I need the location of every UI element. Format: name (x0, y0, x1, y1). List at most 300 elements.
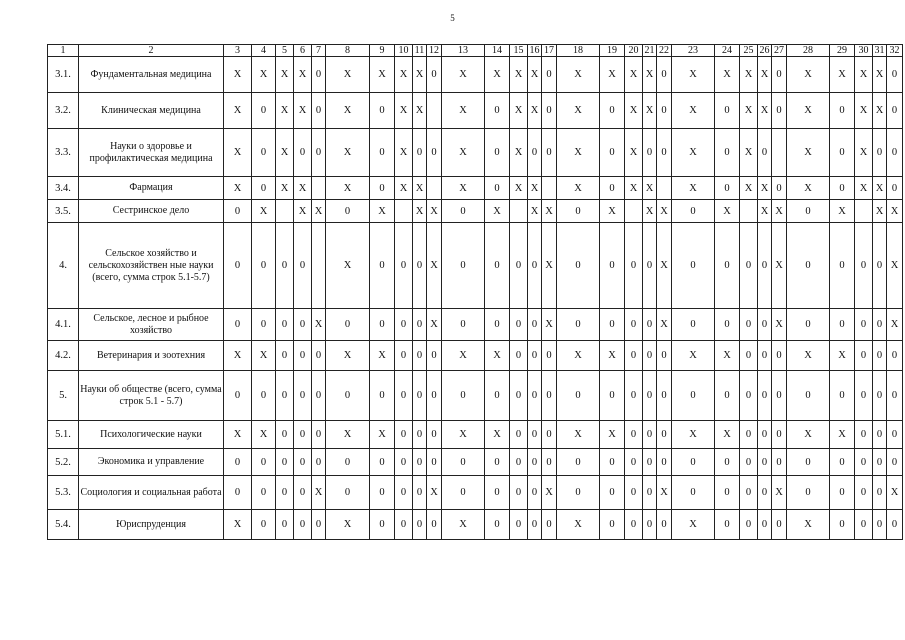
row-number: 5. (48, 371, 79, 421)
table-cell: 0 (625, 421, 643, 449)
table-cell: 0 (855, 309, 873, 341)
table-cell (740, 200, 758, 223)
table-cell (510, 200, 528, 223)
table-cell: 0 (276, 309, 294, 341)
table-cell: X (855, 57, 873, 93)
table-cell: X (294, 93, 312, 129)
table-cell: 0 (370, 449, 395, 476)
table-cell: X (442, 421, 485, 449)
table-cell: X (276, 177, 294, 200)
table-cell: 0 (643, 421, 657, 449)
table-cell: 0 (758, 510, 772, 540)
table-cell: X (855, 177, 873, 200)
table-cell: 0 (758, 341, 772, 371)
column-header: 20 (625, 45, 643, 57)
table-cell: X (715, 200, 740, 223)
row-number: 3.5. (48, 200, 79, 223)
table-cell: 0 (510, 223, 528, 309)
table-cell: X (772, 200, 787, 223)
table-cell: X (557, 129, 600, 177)
table-cell: 0 (873, 309, 887, 341)
table-cell: 0 (510, 449, 528, 476)
table-cell: 0 (276, 421, 294, 449)
row-name: Фундаментальная медицина (79, 57, 224, 93)
column-header: 1 (48, 45, 79, 57)
page-number: 5 (450, 13, 455, 23)
table-cell: X (715, 341, 740, 371)
table-row (48, 177, 903, 200)
table-cell: 0 (625, 341, 643, 371)
table-cell: 0 (758, 449, 772, 476)
table-cell: 0 (528, 223, 542, 309)
table-cell: 0 (715, 223, 740, 309)
table-cell: 0 (326, 476, 370, 510)
table-cell: X (887, 476, 903, 510)
table-cell (427, 93, 442, 129)
table-cell: 0 (395, 341, 413, 371)
table-cell: 0 (740, 371, 758, 421)
table-cell: X (326, 341, 370, 371)
table-cell: 0 (485, 93, 510, 129)
table-cell: 0 (224, 449, 252, 476)
table-cell: X (600, 341, 625, 371)
row-name: Клиническая медицина (79, 93, 224, 129)
table-cell: X (312, 309, 326, 341)
table-cell: X (294, 200, 312, 223)
table-cell: X (625, 93, 643, 129)
table-cell: X (224, 341, 252, 371)
table-cell: 0 (326, 371, 370, 421)
table-cell: 0 (485, 177, 510, 200)
table-cell: 0 (830, 177, 855, 200)
table-cell: 0 (715, 129, 740, 177)
table-cell: 0 (510, 476, 528, 510)
table-cell: X (740, 93, 758, 129)
table-cell: 0 (855, 223, 873, 309)
table-cell: 0 (657, 449, 672, 476)
table-cell: X (326, 129, 370, 177)
table-cell: X (715, 421, 740, 449)
row-number: 5.2. (48, 449, 79, 476)
table-cell: X (528, 93, 542, 129)
table-row (48, 93, 903, 129)
table-cell: 0 (887, 510, 903, 540)
table-cell: 0 (787, 449, 830, 476)
table-cell: 0 (413, 129, 427, 177)
table-cell: X (887, 200, 903, 223)
table-cell: X (542, 223, 557, 309)
table-cell: X (326, 93, 370, 129)
table-cell: 0 (510, 510, 528, 540)
table-cell: 0 (528, 371, 542, 421)
table-cell (312, 177, 326, 200)
table-cell: 0 (427, 510, 442, 540)
table-cell: 0 (542, 341, 557, 371)
table-cell: 0 (294, 129, 312, 177)
table-body (48, 45, 903, 540)
column-header: 28 (787, 45, 830, 57)
table-cell: X (252, 200, 276, 223)
table-cell: 0 (600, 129, 625, 177)
table-cell: 0 (740, 449, 758, 476)
table-cell: X (873, 57, 887, 93)
table-cell: X (758, 93, 772, 129)
table-cell: 0 (887, 421, 903, 449)
table-cell: 0 (873, 421, 887, 449)
table-cell: 0 (312, 341, 326, 371)
table-cell: 0 (312, 57, 326, 93)
table-cell: 0 (657, 510, 672, 540)
table-cell: 0 (224, 371, 252, 421)
table-cell: 0 (887, 57, 903, 93)
table-cell: 0 (787, 200, 830, 223)
table-cell: X (672, 510, 715, 540)
column-header: 22 (657, 45, 672, 57)
table-cell: 0 (740, 476, 758, 510)
column-header: 19 (600, 45, 625, 57)
table-cell: 0 (600, 223, 625, 309)
table-cell: 0 (643, 449, 657, 476)
table-cell: X (787, 510, 830, 540)
table-cell: 0 (312, 371, 326, 421)
table-cell: X (787, 57, 830, 93)
table-cell: X (557, 510, 600, 540)
table-cell: X (873, 177, 887, 200)
table-cell: 0 (252, 177, 276, 200)
table-cell: 0 (657, 421, 672, 449)
table-cell: X (326, 177, 370, 200)
table-cell: X (557, 177, 600, 200)
table-cell: 0 (758, 309, 772, 341)
table-cell: X (294, 57, 312, 93)
table-row (48, 341, 903, 371)
table-cell: X (672, 177, 715, 200)
table-cell: X (485, 200, 510, 223)
table-cell: 0 (740, 309, 758, 341)
table-cell: 0 (413, 371, 427, 421)
table-row (48, 200, 903, 223)
row-number: 3.3. (48, 129, 79, 177)
table-cell: X (485, 57, 510, 93)
row-number: 4. (48, 223, 79, 309)
table-cell: X (224, 510, 252, 540)
table-cell: X (887, 309, 903, 341)
table-cell: X (672, 93, 715, 129)
table-cell: X (772, 309, 787, 341)
table-cell: 0 (485, 510, 510, 540)
column-header: 9 (370, 45, 395, 57)
row-number: 3.4. (48, 177, 79, 200)
table-cell: 0 (855, 371, 873, 421)
table-cell: 0 (294, 223, 312, 309)
table-cell: 0 (395, 476, 413, 510)
table-cell: X (370, 200, 395, 223)
column-header: 3 (224, 45, 252, 57)
row-name: Науки об обществе (всего, сумма строк 5.1 - 5.7) (79, 371, 224, 421)
column-header: 2 (79, 45, 224, 57)
table-cell: X (224, 177, 252, 200)
table-cell: X (413, 177, 427, 200)
table-cell (395, 200, 413, 223)
table-cell: X (252, 341, 276, 371)
table-cell: 0 (224, 223, 252, 309)
table-cell: X (625, 177, 643, 200)
table-row (48, 476, 903, 510)
table-cell: 0 (557, 309, 600, 341)
table-cell: X (758, 200, 772, 223)
table-cell: 0 (485, 371, 510, 421)
table-cell: X (542, 309, 557, 341)
table-cell: 0 (413, 449, 427, 476)
table-cell: 0 (772, 371, 787, 421)
table-cell: 0 (312, 93, 326, 129)
table-cell: X (442, 341, 485, 371)
table-cell: X (312, 200, 326, 223)
table-cell (657, 177, 672, 200)
table-cell: 0 (600, 371, 625, 421)
table-cell: 0 (758, 129, 772, 177)
table-cell: 0 (873, 129, 887, 177)
row-number: 5.4. (48, 510, 79, 540)
table-cell: 0 (427, 129, 442, 177)
table-cell: X (276, 57, 294, 93)
table-cell: 0 (312, 129, 326, 177)
table-cell: 0 (427, 449, 442, 476)
table-cell: 0 (413, 223, 427, 309)
row-name: Сестринское дело (79, 200, 224, 223)
table-cell: 0 (276, 223, 294, 309)
header-row (48, 45, 903, 57)
table-cell: X (740, 129, 758, 177)
column-header: 10 (395, 45, 413, 57)
table-cell: X (625, 57, 643, 93)
table-cell: X (510, 177, 528, 200)
table-row (48, 371, 903, 421)
table-cell: 0 (326, 449, 370, 476)
column-header: 7 (312, 45, 326, 57)
row-name: Сельское, лесное и рыбное хозяйство (79, 309, 224, 341)
column-header: 8 (326, 45, 370, 57)
table-cell: 0 (510, 341, 528, 371)
row-name: Социология и социальная работа (79, 476, 224, 510)
table-cell: 0 (887, 341, 903, 371)
table-cell: 0 (657, 371, 672, 421)
table-cell: X (672, 421, 715, 449)
table-cell: 0 (715, 371, 740, 421)
table-cell: 0 (485, 129, 510, 177)
table-cell: X (772, 223, 787, 309)
table-cell: 0 (510, 309, 528, 341)
table-cell: 0 (557, 449, 600, 476)
column-header: 4 (252, 45, 276, 57)
table-cell: 0 (370, 223, 395, 309)
table-cell: X (772, 476, 787, 510)
table-cell: 0 (528, 129, 542, 177)
row-name: Фармация (79, 177, 224, 200)
table-cell: X (395, 93, 413, 129)
table-cell: 0 (887, 93, 903, 129)
table-cell: 0 (276, 371, 294, 421)
table-cell: 0 (395, 449, 413, 476)
column-header: 6 (294, 45, 312, 57)
column-header: 32 (887, 45, 903, 57)
table-cell: X (657, 223, 672, 309)
table-cell: X (442, 129, 485, 177)
table-cell: 0 (643, 341, 657, 371)
table-cell: X (442, 57, 485, 93)
table-cell: X (740, 57, 758, 93)
table-cell: 0 (252, 129, 276, 177)
table-cell: 0 (715, 93, 740, 129)
table-cell: 0 (830, 476, 855, 510)
table-cell: X (643, 57, 657, 93)
table-cell: X (395, 129, 413, 177)
table-cell: X (510, 129, 528, 177)
table-cell: X (252, 421, 276, 449)
table-row (48, 449, 903, 476)
table-cell: 0 (625, 476, 643, 510)
table-cell: 0 (370, 371, 395, 421)
table-cell: 0 (485, 476, 510, 510)
table-cell: 0 (740, 223, 758, 309)
table-cell: 0 (830, 93, 855, 129)
column-header: 17 (542, 45, 557, 57)
table-cell: 0 (542, 129, 557, 177)
table-cell: X (276, 129, 294, 177)
column-header: 29 (830, 45, 855, 57)
table-cell: X (312, 476, 326, 510)
table-cell: 0 (542, 371, 557, 421)
table-cell: X (887, 223, 903, 309)
row-name: Сельское хозяйство и сельскохозяйствен ные науки (всего, сумма строк 5.1-5.7) (79, 223, 224, 309)
table-cell: 0 (427, 421, 442, 449)
table-cell: 0 (326, 200, 370, 223)
table-cell: 0 (413, 476, 427, 510)
table-cell: X (830, 421, 855, 449)
table-cell: X (224, 57, 252, 93)
table-cell: 0 (643, 309, 657, 341)
table-cell: 0 (557, 223, 600, 309)
column-header: 25 (740, 45, 758, 57)
table-cell: 0 (510, 371, 528, 421)
data-table (47, 44, 903, 540)
table-cell: 0 (600, 93, 625, 129)
table-cell (772, 129, 787, 177)
table-cell: 0 (276, 510, 294, 540)
table-cell: 0 (252, 510, 276, 540)
table-cell: X (715, 57, 740, 93)
column-header: 11 (413, 45, 427, 57)
table-cell: 0 (294, 449, 312, 476)
table-cell: X (787, 129, 830, 177)
table-cell: 0 (528, 476, 542, 510)
table-cell: 0 (370, 129, 395, 177)
table-cell: X (643, 93, 657, 129)
table-cell: X (657, 476, 672, 510)
table-cell: 0 (427, 341, 442, 371)
table-cell: X (427, 309, 442, 341)
table-cell: 0 (657, 93, 672, 129)
table-cell: 0 (442, 371, 485, 421)
table-cell: 0 (855, 449, 873, 476)
table-cell: X (224, 93, 252, 129)
table-cell (312, 223, 326, 309)
table-cell: X (758, 177, 772, 200)
table-cell: 0 (252, 223, 276, 309)
table-cell: X (657, 309, 672, 341)
table-cell: X (485, 421, 510, 449)
table-cell: X (326, 510, 370, 540)
table-cell: 0 (252, 93, 276, 129)
column-header: 21 (644, 44, 655, 56)
table-cell: 0 (715, 510, 740, 540)
table-cell: X (442, 510, 485, 540)
table-cell: 0 (485, 449, 510, 476)
row-number: 3.1. (48, 57, 79, 93)
row-name: Юриспруденция (79, 510, 224, 540)
table-cell: 0 (294, 476, 312, 510)
table-cell: 0 (787, 371, 830, 421)
table-cell: X (600, 57, 625, 93)
table-cell: 0 (312, 510, 326, 540)
table-row (48, 309, 903, 341)
table-cell: 0 (510, 421, 528, 449)
table-cell: 0 (413, 421, 427, 449)
table-cell: 0 (600, 177, 625, 200)
table-cell: 0 (557, 200, 600, 223)
table-cell: 0 (442, 309, 485, 341)
table-cell: 0 (370, 309, 395, 341)
table-cell: 0 (672, 449, 715, 476)
table-cell: X (672, 129, 715, 177)
table-cell: X (855, 129, 873, 177)
table-cell: 0 (442, 449, 485, 476)
table-cell: 0 (873, 371, 887, 421)
table-cell: 0 (672, 476, 715, 510)
table-cell: 0 (224, 309, 252, 341)
table-cell: X (326, 421, 370, 449)
table-cell: X (600, 200, 625, 223)
table-cell: 0 (643, 371, 657, 421)
table-cell: 0 (370, 510, 395, 540)
table-cell: 0 (528, 309, 542, 341)
table-cell: X (224, 421, 252, 449)
table-cell: X (542, 200, 557, 223)
table-cell: 0 (625, 223, 643, 309)
row-name: Ветеринария и зоотехния (79, 341, 224, 371)
table-cell: X (510, 93, 528, 129)
table-cell: 0 (312, 421, 326, 449)
table-cell: 0 (485, 223, 510, 309)
table-cell: X (557, 421, 600, 449)
table-cell: 0 (276, 341, 294, 371)
table-cell: 0 (887, 129, 903, 177)
table-cell: 0 (772, 421, 787, 449)
table-cell: X (758, 57, 772, 93)
table-cell: 0 (542, 421, 557, 449)
table-cell: 0 (600, 449, 625, 476)
table-cell: X (528, 57, 542, 93)
table-cell: X (787, 341, 830, 371)
table-cell: X (787, 421, 830, 449)
table-cell: X (326, 57, 370, 93)
table-cell: 0 (830, 449, 855, 476)
table-cell: 0 (294, 309, 312, 341)
table-cell: X (442, 177, 485, 200)
table-cell: 0 (873, 223, 887, 309)
table-cell: 0 (772, 510, 787, 540)
table-cell: X (224, 129, 252, 177)
